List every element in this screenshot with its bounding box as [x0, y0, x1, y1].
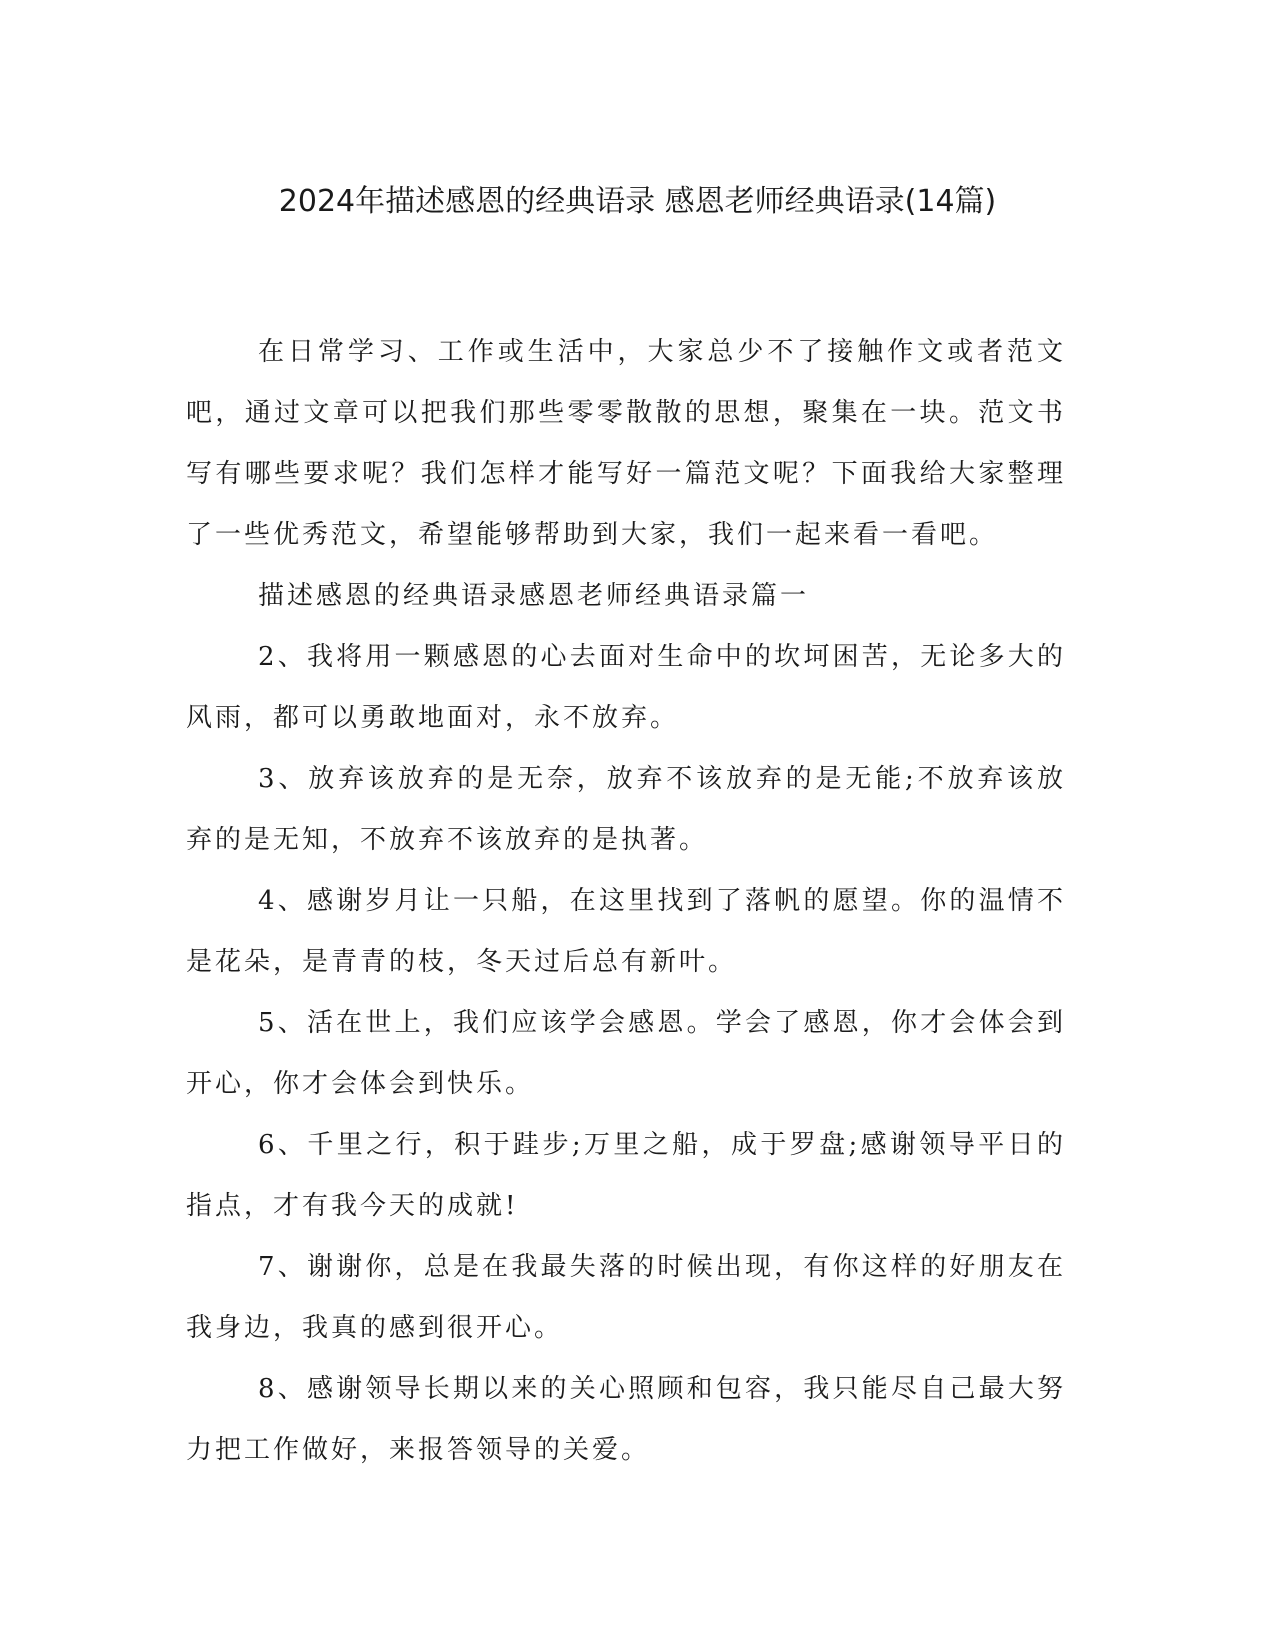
quote-paragraph: 3、放弃该放弃的是无奈，放弃不该放弃的是无能;不放弃该放弃的是无知，不放弃不该放弃的是执著。 — [186, 764, 1066, 855]
intro-paragraph: 在日常学习、工作或生活中，大家总少不了接触作文或者范文吧，通过文章可以把我们那些零零散散的思想，聚集在一块。范文书写有哪些要求呢？我们怎样才能写好一篇范文呢？下面我给大家整理了一些优秀范文，希望能够帮助到大家，我们一起来看一看吧。 — [186, 337, 1066, 550]
quote-paragraph: 2、我将用一颗感恩的心去面对生命中的坎坷困苦，无论多大的风雨，都可以勇敢地面对，永不放弃。 — [186, 642, 1066, 733]
quote-paragraph: 6、千里之行，积于跬步;万里之船，成于罗盘;感谢领导平日的指点，才有我今天的成就! — [186, 1130, 1066, 1221]
quote-paragraph: 8、感谢领导长期以来的关心照顾和包容，我只能尽自己最大努力把工作做好，来报答领导的关爱。 — [186, 1374, 1066, 1465]
quote-paragraph: 4、感谢岁月让一只船，在这里找到了落帆的愿望。你的温情不是花朵，是青青的枝，冬天过后总有新叶。 — [186, 886, 1066, 977]
document-body — [186, 322, 1066, 1481]
section-heading: 描述感恩的经典语录感恩老师经典语录篇一 — [258, 581, 810, 611]
document-title: 2024年描述感恩的经典语录 感恩老师经典语录(14篇) — [278, 184, 997, 219]
quote-paragraph: 7、谢谢你，总是在我最失落的时候出现，有你这样的好朋友在我身边，我真的感到很开心。 — [186, 1252, 1066, 1343]
quote-paragraph: 5、活在世上，我们应该学会感恩。学会了感恩，你才会体会到开心，你才会体会到快乐。 — [186, 1008, 1066, 1099]
